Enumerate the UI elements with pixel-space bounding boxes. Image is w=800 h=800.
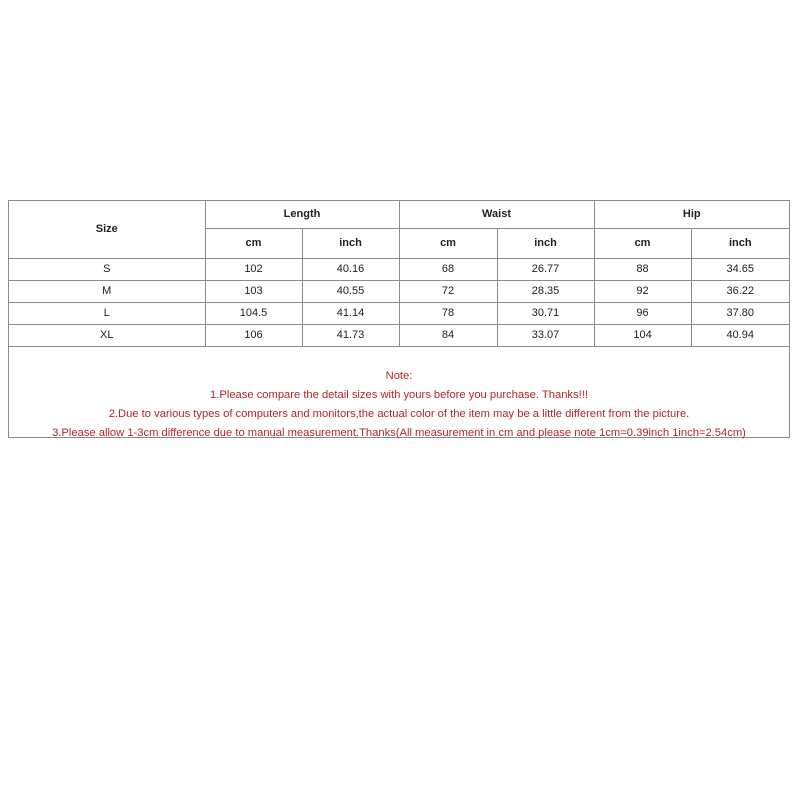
table-row [9, 303, 789, 325]
table-cell: 30.71 [497, 303, 594, 325]
table-cell: 78 [399, 303, 497, 325]
hip-group-header: Hip [594, 201, 789, 229]
table-cell: 106 [205, 325, 302, 347]
unit-header: inch [691, 229, 789, 259]
size-chart [8, 200, 790, 438]
size-label: XL [9, 325, 205, 347]
size-label: M [9, 281, 205, 303]
table-cell: 41.73 [302, 325, 399, 347]
table-cell: 40.94 [691, 325, 789, 347]
table-cell: 68 [399, 259, 497, 281]
table-cell: 26.77 [497, 259, 594, 281]
note-line: 3.Please allow 1-3cm difference due to manual measurement.Thanks(All measurement in cm and please note 1cm=0.39inch 1inch=2.54cm) [52, 427, 746, 439]
size-column-header: Size [9, 201, 205, 259]
table-row [9, 325, 789, 347]
table-cell: 84 [399, 325, 497, 347]
table-cell: 33.07 [497, 325, 594, 347]
table-cell: 40.55 [302, 281, 399, 303]
note-line: 2.Due to various types of computers and monitors,the actual color of the item may be a little different from the picture. [108, 408, 690, 420]
unit-header: cm [594, 229, 691, 259]
size-table [9, 201, 789, 347]
table-cell: 36.22 [691, 281, 789, 303]
size-label: L [9, 303, 205, 325]
note-line: 1.Please compare the detail sizes with yours before you purchase. Thanks!!! [210, 389, 588, 401]
length-group-header: Length [205, 201, 399, 229]
table-cell: 34.65 [691, 259, 789, 281]
table-header-row [9, 201, 789, 229]
table-cell: 104 [594, 325, 691, 347]
table-cell: 92 [594, 281, 691, 303]
table-row [9, 281, 789, 303]
size-label: S [9, 259, 205, 281]
table-cell: 37.80 [691, 303, 789, 325]
unit-header: cm [205, 229, 302, 259]
table-cell: 88 [594, 259, 691, 281]
table-cell: 40.16 [302, 259, 399, 281]
table-cell: 102 [205, 259, 302, 281]
table-cell: 41.14 [302, 303, 399, 325]
table-cell: 104.5 [205, 303, 302, 325]
table-cell: 72 [399, 281, 497, 303]
unit-header: inch [497, 229, 594, 259]
notes-title: Note: [385, 370, 413, 382]
table-cell: 96 [594, 303, 691, 325]
unit-header: inch [302, 229, 399, 259]
notes-section [9, 367, 789, 443]
unit-header: cm [399, 229, 497, 259]
table-cell: 28.35 [497, 281, 594, 303]
table-row [9, 259, 789, 281]
table-cell: 103 [205, 281, 302, 303]
waist-group-header: Waist [399, 201, 594, 229]
